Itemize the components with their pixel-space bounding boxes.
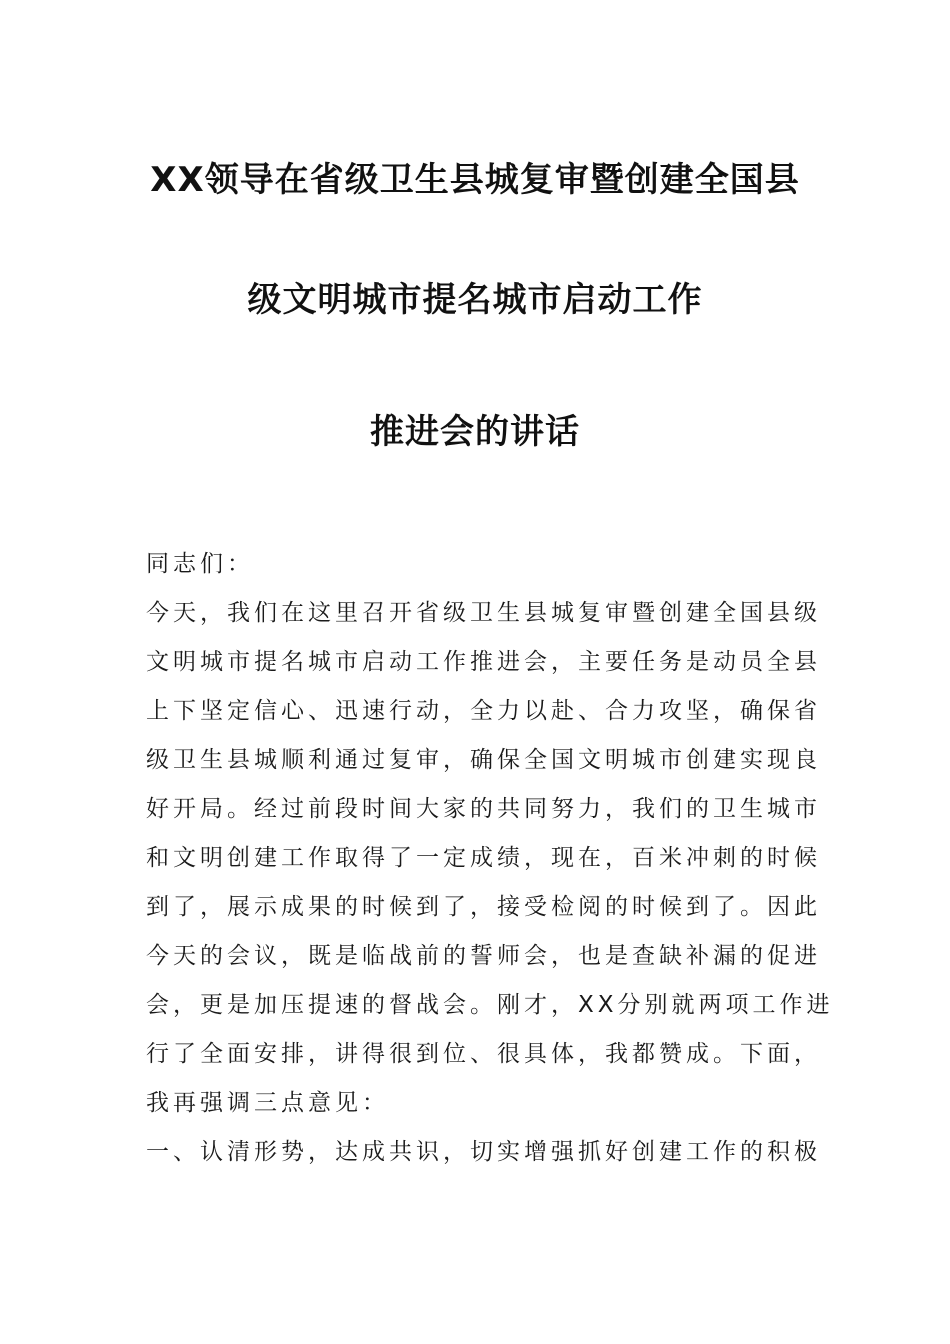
body-line: 上下坚定信心、迅速行动，全力以赴、合力攻坚，确保省 [146, 698, 821, 724]
body-line: 我再强调三点意见： [146, 1090, 389, 1116]
body-line: 今天，我们在这里召开省级卫生县城复审暨创建全国县级 [146, 600, 821, 626]
salutation: 同志们： [146, 551, 254, 577]
body-line: 会，更是加压提速的督战会。刚才，XX分别就两项工作进 [146, 992, 834, 1018]
body-line: 到了，展示成果的时候到了，接受检阅的时候到了。因此 [146, 894, 821, 920]
speech-body [146, 589, 834, 1177]
body-line: 今天的会议，既是临战前的誓师会，也是查缺补漏的促进 [146, 943, 821, 969]
body-line: 文明城市提名城市启动工作推进会，主要任务是动员全县 [146, 649, 821, 675]
document-title-line-3: 推进会的讲话 [370, 412, 580, 452]
body-line: 行了全面安排，讲得很到位、很具体，我都赞成。下面， [146, 1041, 821, 1067]
document-title-line-1: XX领导在省级卫生县城复审暨创建全国县 [150, 160, 800, 200]
body-line: 好开局。经过前段时间大家的共同努力，我们的卫生城市 [146, 796, 821, 822]
document-title-line-2: 级文明城市提名城市启动工作 [247, 280, 703, 320]
section-heading-line: 一、认清形势，达成共识，切实增强抓好创建工作的积极 [146, 1139, 821, 1165]
body-line: 级卫生县城顺利通过复审，确保全国文明城市创建实现良 [146, 747, 821, 773]
body-line: 和文明创建工作取得了一定成绩，现在，百米冲刺的时候 [146, 845, 821, 871]
